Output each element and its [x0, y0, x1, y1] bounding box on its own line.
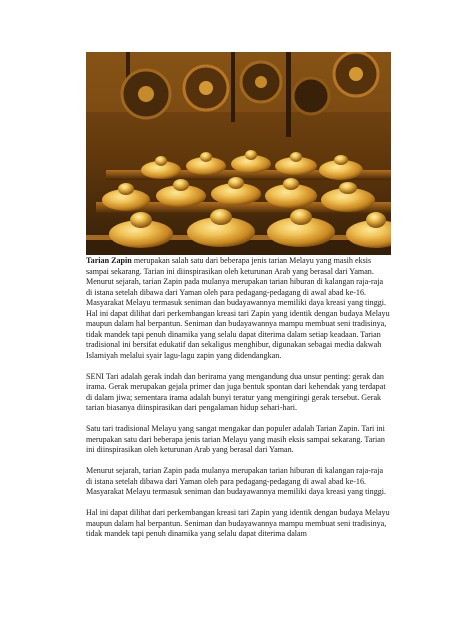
paragraph-text: Hal ini dapat dilihat dari perkembangan kreasi tari Zapin yang identik dengan budaya Melayu maupun dalam hal berpantun. Seniman dan budayawannya mampu membuat seni tradisinya, tidak mandek tapi penuh dinamika yang selalu dapat diterima dalam [86, 508, 390, 538]
paragraph-text: merupakan salah satu dari beberapa jenis tarian Melayu yang masih eksis sampai sekarang. Tarian ini diinspirasikan oleh keturunan Arab yang berasal dari Yaman. Menurut sejarah, tarian Zapin pada mulanya merupakan tarian hiburan di kalangan raja-raja di istana setelah dibawa dari Yaman oleh para pedagang-pedagang di awal abad ke-16. Masyarakat Melayu termasuk seniman dan budayawannya memiliki daya kreasi yang tinggi. Hal ini dapat dilihat dari perkembangan kreasi tari Zapin yang identik dengan budaya Melayu maupun dalam hal berpantun. Seniman dan budayawannya mampu membuat seni tradisinya, tidak mandek tapi penuh dinamika yang selalu dapat diterima dalam setiap keadaan. Tarian tradisional ini bersifat edukatif dan sekaligus menghibur, digunakan sebagai media dakwah Islamiyah melalui syair lagu-lagu zapin yang didendangkan. [86, 256, 390, 360]
gamelan-gongs-icon [86, 52, 391, 255]
paragraph-text: Menurut sejarah, tarian Zapin pada mulanya merupakan tarian hiburan di kalangan raja-raja di istana setelah dibawa dari Yaman oleh para pedagang-pedagang di awal abad ke-16. Masyarakat Melayu termasuk seniman dan budayawannya memiliki daya kreasi yang tinggi. [86, 466, 387, 496]
paragraph-text: SENI Tari adalah gerak indah dan berirama yang mengandung dua unsur penting: gerak dan irama. Gerak merupakan gejala primer dan juga bentuk spontan dari kehendak yang terdapat di dalam jiwa; sementara irama adalah bunyi teratur yang mengiringi gerak tersebut. Gerak tarian biasanya diinspirasikan dari pengalaman hidup sehari-hari. [86, 371, 386, 412]
paragraph-text: Satu tari tradisional Melayu yang sangat mengakar dan populer adalah Tarian Zapin. Tari ini merupakan satu dari beberapa jenis tarian Melayu yang masih eksis sampai sekarang. Tarian ini diinspirasikan oleh keturunan Arab yang berasal dari Yaman. [86, 424, 385, 454]
gamelan-gongs-photo [86, 52, 391, 255]
paragraph-5 [86, 508, 391, 540]
paragraph-lead: Tarian Zapin [86, 256, 132, 265]
paragraph-2 [86, 372, 391, 414]
paragraph-4 [86, 466, 391, 498]
article-body [86, 256, 391, 540]
paragraph-1 [86, 256, 391, 361]
document-page [86, 52, 391, 550]
paragraph-3 [86, 424, 391, 456]
